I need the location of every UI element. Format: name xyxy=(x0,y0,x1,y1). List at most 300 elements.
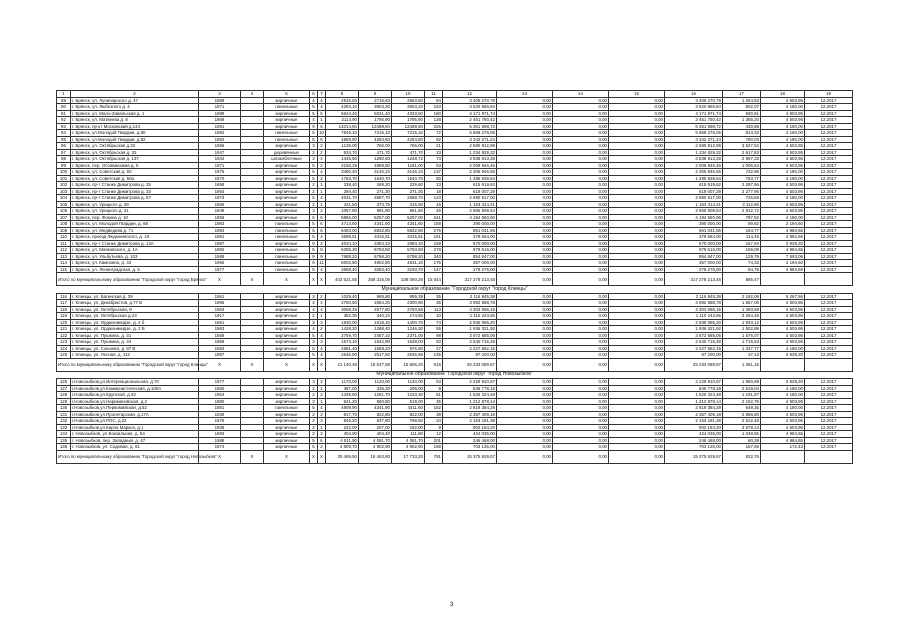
table-cell: 1 212 878,14 xyxy=(443,398,497,405)
table-cell: 2 227 652,15 xyxy=(443,345,497,352)
table-cell: 1 557,06 xyxy=(723,300,761,307)
table-cell: 4 180,00 xyxy=(761,385,805,392)
table-cell: 1 285 938,64 xyxy=(665,175,723,182)
table-cell: 0,00 xyxy=(553,431,609,438)
table-cell: 12.2017 xyxy=(805,332,853,339)
table-cell: X xyxy=(264,450,310,463)
table-cell: 4 984,65 xyxy=(761,227,805,234)
table-cell: 0,00 xyxy=(553,379,609,386)
table-cell: 12.2017 xyxy=(805,339,853,346)
table-cell: 4 xyxy=(310,326,318,333)
table-cell: 519,00 xyxy=(392,398,425,405)
table-cell: 12.2017 xyxy=(805,149,853,156)
table-cell: 991,90 xyxy=(359,208,392,215)
table-cell: 13 xyxy=(425,182,443,189)
table-cell: 0,00 xyxy=(609,358,665,371)
table-cell: 0,00 xyxy=(609,273,665,286)
table-cell: 4 180,00 xyxy=(761,405,805,412)
table-cell: 12.2017 xyxy=(805,247,853,254)
table-cell: 0,00 xyxy=(553,117,609,124)
table-cell: 107 xyxy=(57,214,71,221)
table-cell: 1 285 938,64 xyxy=(443,175,497,182)
table-cell: 4 984,65 xyxy=(761,247,805,254)
table-cell: X xyxy=(318,273,326,286)
table-cell: панельные xyxy=(264,136,310,143)
table-cell: 0,00 xyxy=(497,195,553,202)
table-cell: 2 xyxy=(318,162,326,169)
table-cell: 1 xyxy=(318,201,326,208)
table-cell: 5 xyxy=(310,169,318,176)
table-cell: г. Клинцы, ул. Багинская д. 39 xyxy=(71,293,199,300)
table-cell: 117 xyxy=(57,300,71,307)
table-cell: 373,76 xyxy=(359,201,392,208)
table-cell: 4 503,95 xyxy=(761,201,805,208)
table-cell: 0,00 xyxy=(553,306,609,313)
table-cell: 128 xyxy=(425,117,443,124)
table-cell: 61 xyxy=(425,392,443,399)
table-cell: 2646,90 xyxy=(326,352,359,359)
table-cell: 0,00 xyxy=(609,313,665,320)
table-cell: 6 xyxy=(318,110,326,117)
table-cell: 0,00 xyxy=(609,247,665,254)
table-cell: X xyxy=(310,273,318,286)
table-cell: 3 xyxy=(310,319,318,326)
table-cell: 845,20 xyxy=(326,418,359,425)
table-cell: 136 xyxy=(57,444,71,451)
table-cell: 2 690 517,00 xyxy=(665,195,723,202)
table-cell: 0,00 xyxy=(553,352,609,359)
table-cell: 1 234 829,32 xyxy=(665,149,723,156)
table-cell: 127 xyxy=(57,385,71,392)
table-cell: 2584,20 xyxy=(359,300,392,307)
table-cell: 4 xyxy=(318,345,326,352)
table-cell: 12.2017 xyxy=(805,293,853,300)
table-cell: 12.2017 xyxy=(805,352,853,359)
table-cell: 471,70 xyxy=(359,149,392,156)
table-cell: 0,00 xyxy=(609,444,665,451)
table-cell: 0,00 xyxy=(497,418,553,425)
table-cell: 1961 xyxy=(199,293,241,300)
table-cell: 125,76 xyxy=(723,253,761,260)
table-cell: 278 275,00 xyxy=(665,266,723,273)
table-cell: 885,47 xyxy=(723,273,761,286)
table-cell: 21 xyxy=(425,143,443,150)
table-cell: 1974 xyxy=(199,444,241,451)
table-cell: 0,00 xyxy=(609,214,665,221)
table-cell: 1 110 243,65 xyxy=(665,313,723,320)
table-cell: 5 xyxy=(310,162,318,169)
table-cell: 0,00 xyxy=(553,405,609,412)
table-cell: кирпичные xyxy=(264,398,310,405)
table-cell: 123 xyxy=(425,195,443,202)
table-cell: 902,07 xyxy=(723,104,761,111)
table-cell: 0,00 xyxy=(609,411,665,418)
table-cell: 3 527,52 xyxy=(723,143,761,150)
table-cell: 1538,00 xyxy=(392,339,425,346)
table-cell: X xyxy=(241,450,264,463)
table-cell: 338 060,26 xyxy=(392,273,425,286)
table-cell: 797,92 xyxy=(723,214,761,221)
table-cell: 294,40 xyxy=(326,188,359,195)
table-cell: 5793,50 xyxy=(392,247,425,254)
table-cell: 7688,20 xyxy=(326,253,359,260)
table-cell: 3315,51 xyxy=(359,234,392,241)
table-cell: 0,00 xyxy=(553,313,609,320)
table-cell: 1445,60 xyxy=(326,156,359,163)
table-cell: 2457,10 xyxy=(359,332,392,339)
table-cell: 72 xyxy=(425,130,443,137)
table-cell: 1 365,20 xyxy=(723,117,761,124)
table-cell: 3 520 956,84 xyxy=(443,104,497,111)
table-cell: 1 xyxy=(318,313,326,320)
table-cell: 0,00 xyxy=(553,143,609,150)
table-cell: X xyxy=(199,450,241,463)
table-cell: 1997 xyxy=(199,240,241,247)
table-cell: панельные xyxy=(264,253,310,260)
table-cell: 5 xyxy=(310,195,318,202)
table-cell: 12.2017 xyxy=(805,97,853,104)
table-cell: 2 935 086,20 xyxy=(443,319,497,326)
table-cell: X xyxy=(241,273,264,286)
table-cell: 0,00 xyxy=(497,358,553,371)
table-cell: 12.2017 xyxy=(805,221,853,228)
table-cell: 3 929,20 xyxy=(761,240,805,247)
table-cell: 1963 xyxy=(199,326,241,333)
table-cell: 3 929,20 xyxy=(761,379,805,386)
table-cell: 1 110 243,65 xyxy=(443,313,497,320)
table-cell: 1640,70 xyxy=(392,175,425,182)
table-cell: 822,00 xyxy=(392,411,425,418)
table-cell: 18 537,98 xyxy=(359,358,392,371)
table-cell: 5 xyxy=(310,104,318,111)
table-cell: 12.2017 xyxy=(805,444,853,451)
table-cell: 6 xyxy=(310,214,318,221)
table-cell: 1 163 314,41 xyxy=(443,201,497,208)
table-cell: 0,00 xyxy=(497,188,553,195)
table-cell: 2 009 946,46 xyxy=(443,162,497,169)
table-cell: 3 xyxy=(310,379,318,386)
table-cell: 1979 xyxy=(199,418,241,425)
table-cell: 0,00 xyxy=(497,385,553,392)
table-cell: 2 153 181,38 xyxy=(443,418,497,425)
table-cell: 2 997,33 xyxy=(723,156,761,163)
table-cell: 12.2017 xyxy=(805,398,853,405)
table-cell: 5 361 698,72 xyxy=(443,123,497,130)
table-cell: 5 xyxy=(264,91,310,98)
table-cell: 14 xyxy=(553,91,609,98)
table-cell: 109 xyxy=(57,227,71,234)
table-cell: 5257,00 xyxy=(359,214,392,221)
table-cell: 182,00 xyxy=(392,424,425,431)
table-cell: 402 521,55 xyxy=(326,273,359,286)
table-cell: кирпичные xyxy=(264,97,310,104)
table-cell: 4 503,95 xyxy=(761,208,805,215)
table-cell: 4 503,95 xyxy=(761,411,805,418)
table-cell: 6 xyxy=(318,136,326,143)
table-cell: 404,40 xyxy=(359,431,392,438)
table-cell: 4 503,95 xyxy=(761,306,805,313)
table-cell: г. Брянск, ул. Урицкого д. 29 xyxy=(71,201,199,208)
table-cell: 2 192,06 xyxy=(723,293,761,300)
table-cell: 4 503,95 xyxy=(761,300,805,307)
table-cell: 4284,10 xyxy=(326,104,359,111)
table-cell: 1518,10 xyxy=(359,319,392,326)
table-cell: 4 503,95 xyxy=(761,339,805,346)
table-cell: 5 xyxy=(310,437,318,444)
table-cell: кирпичные xyxy=(264,143,310,150)
table-cell: 854 847,00 xyxy=(443,253,497,260)
table-cell: 0,00 xyxy=(497,392,553,399)
table-cell: г. Брянск, ул. Урицкого д. 31 xyxy=(71,208,199,215)
table-cell xyxy=(761,273,805,286)
table-cell: 357 000,00 xyxy=(665,260,723,267)
table-cell: 1170,00 xyxy=(326,379,359,386)
table-cell: 23 xyxy=(425,149,443,156)
table-cell: кирпичные xyxy=(264,444,310,451)
table-cell: г. Брянск, пр-кт Московский д.144 xyxy=(71,123,199,130)
table-cell: 111,80 xyxy=(392,431,425,438)
table-cell: панельные xyxy=(264,227,310,234)
table-cell: 12.2017 xyxy=(805,214,853,221)
table-cell: г. Брянск, ул. Медведева д. 71 xyxy=(71,227,199,234)
table-cell: 0,00 xyxy=(609,221,665,228)
table-cell: 0,00 xyxy=(609,104,665,111)
table-cell: 4 xyxy=(318,234,326,241)
table-cell: 5 868 278,05 xyxy=(665,130,723,137)
table-cell: г. Клинцы, ул. Орджоникидзе, д. 2 б xyxy=(71,319,199,326)
table-cell: 207,00 xyxy=(359,424,392,431)
table-cell: 1136,00 xyxy=(326,143,359,150)
table-cell: кирпичные xyxy=(264,424,310,431)
table-cell: 0,00 xyxy=(609,385,665,392)
table-cell: 854 847,00 xyxy=(665,253,723,260)
table-cell: 112 xyxy=(57,247,71,254)
table-cell: Муниципальное образование "Городской округ "город Новозыбков" xyxy=(376,371,533,378)
table-cell: 226 xyxy=(425,123,443,130)
table-cell: 1992 xyxy=(199,247,241,254)
table-cell: 95 xyxy=(57,136,71,143)
table-cell: 0,00 xyxy=(553,182,609,189)
table-cell: 4 984,65 xyxy=(761,431,805,438)
table-cell: 3490,40 xyxy=(326,169,359,176)
table-cell: 379 684,00 xyxy=(443,234,497,241)
table-cell: 1982 xyxy=(199,136,241,143)
table-cell: 163 xyxy=(425,104,443,111)
table-cell: кирпичные xyxy=(264,379,310,386)
table-cell: кирпичные xyxy=(264,332,310,339)
table-cell: 188 xyxy=(425,444,443,451)
table-cell: 979 616,00 xyxy=(665,247,723,254)
table-cell: 222,00 xyxy=(326,424,359,431)
table-cell: 0,00 xyxy=(609,136,665,143)
table-cell: 276 xyxy=(425,227,443,234)
table-cell: 1181,00 xyxy=(392,162,425,169)
table-cell: 961 041,56 xyxy=(665,227,723,234)
table-cell: 1989 xyxy=(199,110,241,117)
table-cell: 118 xyxy=(57,306,71,313)
table-cell: 976,80 xyxy=(392,345,425,352)
table-cell: 2 229 910,67 xyxy=(443,379,497,386)
table-cell: 5 xyxy=(310,444,318,451)
page-number: 3 xyxy=(450,602,454,608)
table-cell: 4 911,90 xyxy=(326,437,359,444)
table-cell: 0,00 xyxy=(609,339,665,346)
table-cell: 13 xyxy=(497,91,553,98)
table-cell: г. Клинцы, ул. Пушкина, д. 31 xyxy=(71,332,199,339)
table-cell: 5 xyxy=(310,221,318,228)
table-cell: 128 xyxy=(57,392,71,399)
table-cell: 0,00 xyxy=(553,437,609,444)
table-cell: 1983 xyxy=(199,221,241,228)
table-cell: 110 xyxy=(57,234,71,241)
table-cell: 12 xyxy=(443,91,497,98)
table-cell: 1 361,16 xyxy=(723,358,761,371)
table-cell: кирпичные xyxy=(264,306,310,313)
table-cell: 1977 xyxy=(199,266,241,273)
table-cell: 0,00 xyxy=(553,175,609,182)
table-cell: 0,00 xyxy=(497,405,553,412)
table-cell: 12.2017 xyxy=(805,143,853,150)
table-cell: г. Брянск, ул. Октябрьская д.32 xyxy=(71,143,199,150)
table-cell: X xyxy=(264,273,310,286)
table-cell: 11 xyxy=(425,91,443,98)
table-cell: г. Брянск, ул. Луначарского д. 47 xyxy=(71,97,199,104)
section-title-row xyxy=(57,371,853,379)
table-cell: 6 xyxy=(318,227,326,234)
table-cell: 4 xyxy=(318,104,326,111)
table-cell: 1949 xyxy=(199,208,241,215)
table-cell: 0,00 xyxy=(553,293,609,300)
table-cell: 1 xyxy=(318,182,326,189)
table-cell: 4 180,00 xyxy=(761,392,805,399)
table-cell: 0,00 xyxy=(497,182,553,189)
table-cell: 4 xyxy=(318,195,326,202)
table-cell: 1988 xyxy=(199,253,241,260)
table-cell: 74,33 xyxy=(723,260,761,267)
table-cell: 1987 xyxy=(199,352,241,359)
table-cell: 1980 xyxy=(199,398,241,405)
table-cell: 4 xyxy=(318,352,326,359)
table-cell: 15 044 xyxy=(425,273,443,286)
table-cell: 0,00 xyxy=(497,104,553,111)
table-cell: 1542,90 xyxy=(359,339,392,346)
table-cell: 4 180,00 xyxy=(761,104,805,111)
table-cell: 1 933,12 xyxy=(723,319,761,326)
table-cell: 5832,80 xyxy=(392,227,425,234)
table-cell: 12.2017 xyxy=(805,326,853,333)
table-cell: 3 xyxy=(310,208,318,215)
table-cell: 1 337,77 xyxy=(723,345,761,352)
table-cell: 2 519,04 xyxy=(723,385,761,392)
table-cell: 5 xyxy=(310,110,318,117)
table-cell: 3394,10 xyxy=(392,240,425,247)
table-cell: кирпичные xyxy=(264,214,310,221)
table-cell: 1939 xyxy=(199,411,241,418)
table-cell: 93 xyxy=(57,123,71,130)
table-cell: 0,00 xyxy=(609,332,665,339)
table-cell: панельные xyxy=(264,260,310,267)
table-cell: 2 640 715,48 xyxy=(443,339,497,346)
table-cell: 1938 xyxy=(199,424,241,431)
table-cell: 0,00 xyxy=(553,411,609,418)
table-cell: кирпичные xyxy=(264,110,310,117)
register-table-wrapper xyxy=(56,90,850,464)
table-cell: 0,00 xyxy=(497,110,553,117)
table-cell: 1 936 321,92 xyxy=(665,326,723,333)
table-cell: 2 xyxy=(310,431,318,438)
table-cell: 0,00 xyxy=(497,123,553,130)
table-cell: 101 xyxy=(57,175,71,182)
table-cell: 915 xyxy=(425,358,443,371)
table-cell: 0,00 xyxy=(553,221,609,228)
table-cell: 4 xyxy=(318,405,326,412)
table-cell: 0,00 xyxy=(609,195,665,202)
table-cell: 2 512,48 xyxy=(723,418,761,425)
table-cell: 1 254,83 xyxy=(723,97,761,104)
table-cell: 1988 xyxy=(199,437,241,444)
table-cell: 4 503,95 xyxy=(761,162,805,169)
table-cell: 0,00 xyxy=(609,319,665,326)
table-cell: 1288,40 xyxy=(359,326,392,333)
table-cell: 0,00 xyxy=(497,352,553,359)
table-cell: 1966 xyxy=(199,201,241,208)
table-cell: 12498,50 xyxy=(359,123,392,130)
table-cell: кирпичные xyxy=(264,162,310,169)
table-cell: 641,20 xyxy=(326,398,359,405)
table-cell: 4 xyxy=(318,97,326,104)
table-cell: 35 xyxy=(425,398,443,405)
table-cell: 0,00 xyxy=(497,240,553,247)
table-cell: 241 xyxy=(425,214,443,221)
table-cell: кирпичные xyxy=(264,326,310,333)
table-cell: г.Новозыбков,ул.Карла Маркса, д.1 xyxy=(71,424,199,431)
table-cell: 0,00 xyxy=(609,240,665,247)
table-cell: 780,03 xyxy=(723,136,761,143)
table-cell: 1973 xyxy=(199,195,241,202)
table-cell: 1959 xyxy=(199,97,241,104)
table-cell: 114 xyxy=(57,260,71,267)
table-cell: 0,00 xyxy=(497,379,553,386)
table-cell: 4 xyxy=(318,332,326,339)
table-cell: 0,00 xyxy=(497,313,553,320)
table-cell: панельные xyxy=(264,234,310,241)
table-cell: 3 xyxy=(318,319,326,326)
table-cell: панельные xyxy=(264,266,310,273)
table-cell: 0,00 xyxy=(553,247,609,254)
table-cell: 2 451 750,42 xyxy=(443,117,497,124)
table-cell: 4 503,95 xyxy=(761,398,805,405)
table-cell: 0,00 xyxy=(609,123,665,130)
table-cell: 12.2017 xyxy=(805,313,853,320)
table-cell: 0,00 xyxy=(497,247,553,254)
table-cell: 12.2017 xyxy=(805,405,853,412)
table-cell: 0,00 xyxy=(609,169,665,176)
table-cell: 1975 xyxy=(199,169,241,176)
table-cell: 2 617,83 xyxy=(723,149,761,156)
table-cell: 2 116 845,38 xyxy=(443,293,497,300)
table-cell: 4 303 096,15 xyxy=(665,306,723,313)
table-cell: кирпичные xyxy=(264,293,310,300)
table-cell: 12498,50 xyxy=(392,123,425,130)
table-cell: 1 005,63 xyxy=(723,162,761,169)
table-cell: 137 xyxy=(425,169,443,176)
table-cell: 0,00 xyxy=(497,260,553,267)
table-cell: 4 xyxy=(310,300,318,307)
table-cell: Муниципальное образование "Городской округ "город Клинцы" xyxy=(381,285,528,292)
table-cell: кирпичные xyxy=(264,339,310,346)
table-cell: 3394,10 xyxy=(359,240,392,247)
table-cell: 7215,10 xyxy=(392,130,425,137)
